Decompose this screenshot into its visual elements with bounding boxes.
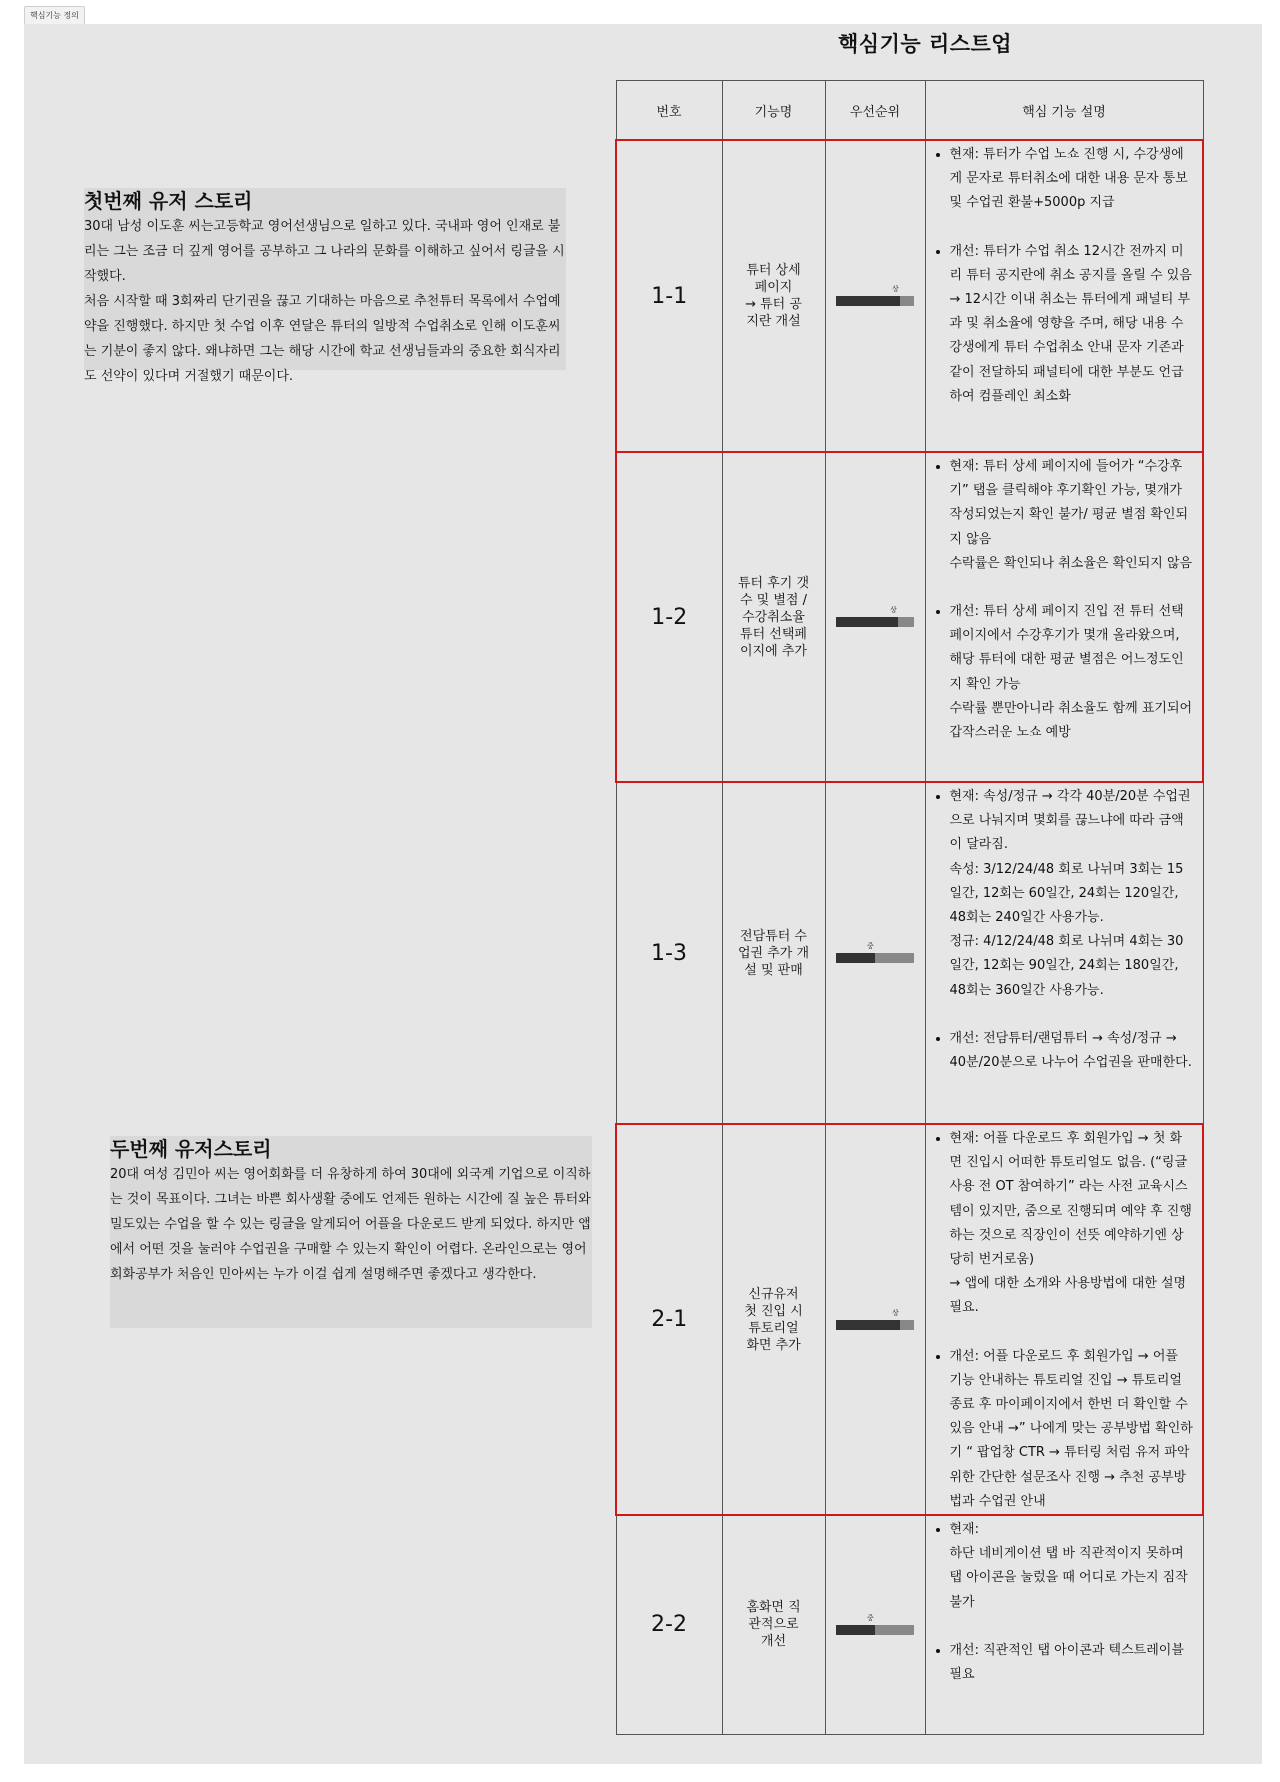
user-story-1-paragraph: 처음 시작할 때 3회짜리 단기권을 끊고 기대하는 마음으로 추천튜터 목록에서 수업예약을 진행했다. 하지만 첫 수업 이후 연달은 튜터의 일방적 수업취소로 인해 이도훈씨는 기분이 좋지 않다. 왜냐하면 그는 해당 시간에 학교 선생님들과의 중요한 회식자리도 선약이 있다며 거절했기 때문이다.: [84, 294, 561, 384]
description-line: • 개선: 어플 다운로드 후 회원가입 → 어플 기능 안내하는 튜토리얼 진입 → 튜토리얼 종료 후 마이페이지에서 한번 더 확인할 수 있음 안내 →” 나에게 맞는 공부방법 확인하기 “ 팝업창 CTR → 튜터링 처럼 유저 파악 위한 간단한 설문조사 진행 → 추천 공부방법과 수업권 안내: [949, 1348, 1193, 1509]
feature-name-line: 전담튜터 수: [740, 928, 807, 944]
description-line: 정규: 4/12/24/48 회로 나뉘며 4회는 30일간, 12회는 90일간, 24회는 180일간, 48회는 360일간 사용가능.: [949, 934, 1184, 998]
description-line: → 12시간 이내 취소는 튜터에게 패널티 부과 및 취소율에 영향을 주며, 해당 내용 수강생에게 튜터 수업취소 안내 문자 기존과 같이 전달하되 패널티에 대한 부분도 언급하여 컴플레인 최소화: [949, 292, 1191, 404]
priority-bar: [836, 296, 914, 306]
feature-name-line: 화면 추가: [746, 1337, 801, 1353]
description-line: • 현재: 어플 다운로드 후 회원가입 → 첫 화면 진입시 어떠한 튜토리얼도 없음. (“링글 사용 전 OT 참여하기” 라는 사전 교육시스템이 있지만, 줌으로 진행되며 예약 후 진행하는 것으로 직장인이 선뜻 예약하기엔 상당히 번거로움): [949, 1131, 1192, 1268]
description-item: [950, 1027, 1195, 1075]
priority-indicator: [836, 1309, 914, 1331]
header-number: 번호: [616, 81, 722, 141]
page-tab-label[interactable]: 핵심기능 정의: [24, 6, 85, 25]
feature-name: [722, 140, 825, 452]
feature-name: [722, 452, 825, 782]
feature-priority: [825, 452, 925, 782]
priority-indicator: [836, 285, 914, 307]
feature-name-line: 설 및 판매: [744, 962, 803, 978]
user-story-1-heading: 첫번째 유저 스토리: [84, 189, 253, 213]
description-item: [950, 455, 1195, 576]
priority-label: 중: [867, 1613, 874, 1622]
feature-description: [925, 140, 1203, 452]
description-spacer: [950, 1321, 1195, 1345]
feature-number: 2-1: [616, 1124, 722, 1515]
feature-row: [616, 782, 1203, 1124]
priority-indicator: [836, 942, 914, 964]
priority-bar: [836, 1625, 914, 1635]
feature-priority: [825, 1124, 925, 1515]
priority-label: 상: [892, 1308, 899, 1317]
feature-name-line: 업권 추가 개: [737, 945, 810, 961]
feature-priority: [825, 140, 925, 452]
user-story-2-heading: 두번째 유저스토리: [110, 1137, 272, 1161]
feature-description: [925, 1124, 1203, 1515]
feature-name: [722, 1515, 825, 1734]
priority-indicator: [836, 606, 914, 628]
priority-bar: [836, 617, 914, 627]
priority-label: 중: [867, 942, 874, 950]
description-line: • 개선: 튜터 상세 페이지 진입 전 튜터 선택 페이지에서 수강후기가 몇개 올라왔으며, 해당 튜터에 대한 평균 별점은 어느정도인지 확인 가능: [949, 604, 1184, 692]
priority-label: 상: [892, 285, 899, 293]
feature-name-line: 튜토리얼: [748, 1320, 799, 1336]
feature-description: [925, 1515, 1203, 1734]
feature-name-line: 홈화면 직: [746, 1600, 801, 1616]
description-list: [932, 455, 1195, 745]
user-story-2: [110, 1136, 592, 1328]
priority-bar-fill: [836, 953, 875, 963]
feature-table-header-row: [616, 81, 1203, 141]
user-story-1: [84, 188, 566, 384]
description-item: [950, 1639, 1195, 1687]
priority-bar: [836, 1320, 914, 1330]
description-line: 속성: 3/12/24/48 회로 나뉘며 3회는 15일간, 12회는 60일간, 24회는 120일간, 48회는 240일간 사용가능.: [949, 861, 1184, 926]
description-spacer: [950, 216, 1195, 240]
feature-name-line: 관적으로: [748, 1617, 799, 1633]
description-spacer: [950, 1003, 1195, 1027]
description-item: [950, 600, 1195, 745]
description-item: [950, 143, 1195, 216]
feature-number: 1-1: [616, 140, 722, 452]
priority-bar-fill: [836, 296, 900, 306]
page-title: 핵심기능 리스트업: [838, 32, 1013, 56]
description-line: 수락률은 확인되나 취소율은 확인되지 않음: [949, 555, 1193, 571]
description-list: [932, 1127, 1195, 1514]
feature-row: [616, 1124, 1203, 1515]
feature-name-line: 튜터 선택페: [740, 626, 807, 642]
description-list: [932, 785, 1195, 1075]
feature-table-body: [616, 140, 1203, 1734]
header-description: 핵심 기능 설명: [925, 81, 1203, 141]
user-story-2-paragraph: 20대 여성 김민아 씨는 영어회화를 더 유창하게 하여 30대에 외국계 기업으로 이직하는 것이 목표이다. 그녀는 바쁜 회사생활 중에도 언제든 원하는 시간에 질 높은 튜터와 밀도있는 수업을 할 수 있는 링글을 알게되어 어플을 다운로드 받게 되었다. 하지만 앱에서 어떤 것을 눌러야 수업권을 구매할 수 있는지 확인이 어렵다. 온라인으로는 영어회화공부가 처음인 민아씨는 누가 이걸 쉽게 설명해주면 좋겠다고 생각한다.: [110, 1167, 591, 1282]
priority-indicator: [836, 1614, 914, 1636]
priority-label: 상: [890, 606, 897, 614]
feature-table: [615, 80, 1204, 1735]
priority-bar-fill: [836, 1625, 875, 1635]
description-spacer: [950, 576, 1195, 600]
description-list: [932, 1518, 1195, 1687]
feature-description: [925, 782, 1203, 1124]
description-line: • 현재: 튜터가 수업 노쇼 진행 시, 수강생에게 문자로 튜터취소에 대한 내용 문자 통보 및 수업권 환불+5000p 지급: [949, 147, 1188, 211]
feature-name-line: 지란 개설: [746, 314, 801, 329]
description-list: [932, 143, 1195, 409]
feature-number: 1-2: [616, 452, 722, 782]
feature-name-line: → 튜터 공: [745, 297, 802, 312]
description-item: [950, 240, 1195, 409]
header-priority: 우선순위: [825, 81, 925, 141]
description-item: [950, 1127, 1195, 1321]
priority-bar-fill: [836, 1320, 900, 1330]
description-line: 하단 네비게이션 탭 바 직관적이지 못하며 탭 아이콘을 눌렀을 때 어디로 가는지 짐작 불가: [949, 1546, 1188, 1610]
description-line: • 현재: 튜터 상세 페이지에 들어가 “수강후기” 탭을 클릭해야 후기확인 가능, 몇개가 작성되었는지 확인 불가/ 평균 별점 확인되지 않음: [949, 459, 1189, 547]
priority-bar-fill: [836, 617, 898, 627]
header-feature-name: 기능명: [722, 81, 825, 141]
feature-name-line: 개선: [760, 1634, 787, 1650]
priority-bar: [836, 953, 914, 963]
feature-name-line: 수 및 별점 /: [739, 592, 807, 608]
feature-name-line: 이지에 추가: [740, 643, 807, 659]
feature-number: 2-2: [616, 1515, 722, 1734]
feature-description: [925, 452, 1203, 782]
feature-name-line: 튜터 후기 갯: [737, 575, 810, 591]
description-line: • 개선: 전담튜터/랜덤튜터 → 속성/정규 → 40분/20분으로 나누어 수업권을 판매한다.: [949, 1030, 1192, 1071]
description-item: [950, 1518, 1195, 1615]
description-line: • 개선: 직관적인 탭 아이콘과 텍스트레이블 필요: [949, 1642, 1184, 1683]
description-line: 수락률 뿐만아니라 취소율도 함께 표기되어 갑작스러운 노쇼 예방: [949, 700, 1193, 741]
feature-row: [616, 1515, 1203, 1734]
feature-row: [616, 140, 1203, 452]
feature-name: [722, 782, 825, 1124]
description-line: • 개선: 튜터가 수업 취소 12시간 전까지 미리 튜터 공지란에 취소 공지를 올릴 수 있음: [949, 243, 1192, 283]
user-story-1-paragraph: 30대 남성 이도훈 씨는고등학교 영어선생님으로 일하고 있다. 국내파 영어 인재로 불리는 그는 조금 더 깊게 영어를 공부하고 그 나라의 문화를 이해하고 싶어서 링글을 시작했다.: [84, 219, 565, 284]
feature-name-line: 신규유저: [748, 1286, 799, 1302]
feature-name-line: 첫 진입 시: [744, 1303, 803, 1319]
description-line: • 현재: 속성/정규 → 각각 40분/20분 수업권으로 나눠지며 몇회를 끊느냐에 따라 금액이 달라짐.: [949, 789, 1191, 853]
description-line: → 앱에 대한 소개와 사용방법에 대한 설명 필요.: [949, 1276, 1187, 1316]
description-item: [950, 1345, 1195, 1514]
feature-row: [616, 452, 1203, 782]
description-line: • 현재:: [949, 1522, 979, 1538]
description-item: [950, 785, 1195, 1003]
feature-priority: [825, 782, 925, 1124]
feature-name: [722, 1124, 825, 1515]
description-spacer: [950, 1615, 1195, 1639]
feature-name-line: 튜터 상세: [746, 263, 801, 278]
feature-name-line: 페이지: [754, 280, 793, 295]
feature-number: 1-3: [616, 782, 722, 1124]
feature-priority: [825, 1515, 925, 1734]
feature-name-line: 수강취소율: [742, 609, 805, 625]
